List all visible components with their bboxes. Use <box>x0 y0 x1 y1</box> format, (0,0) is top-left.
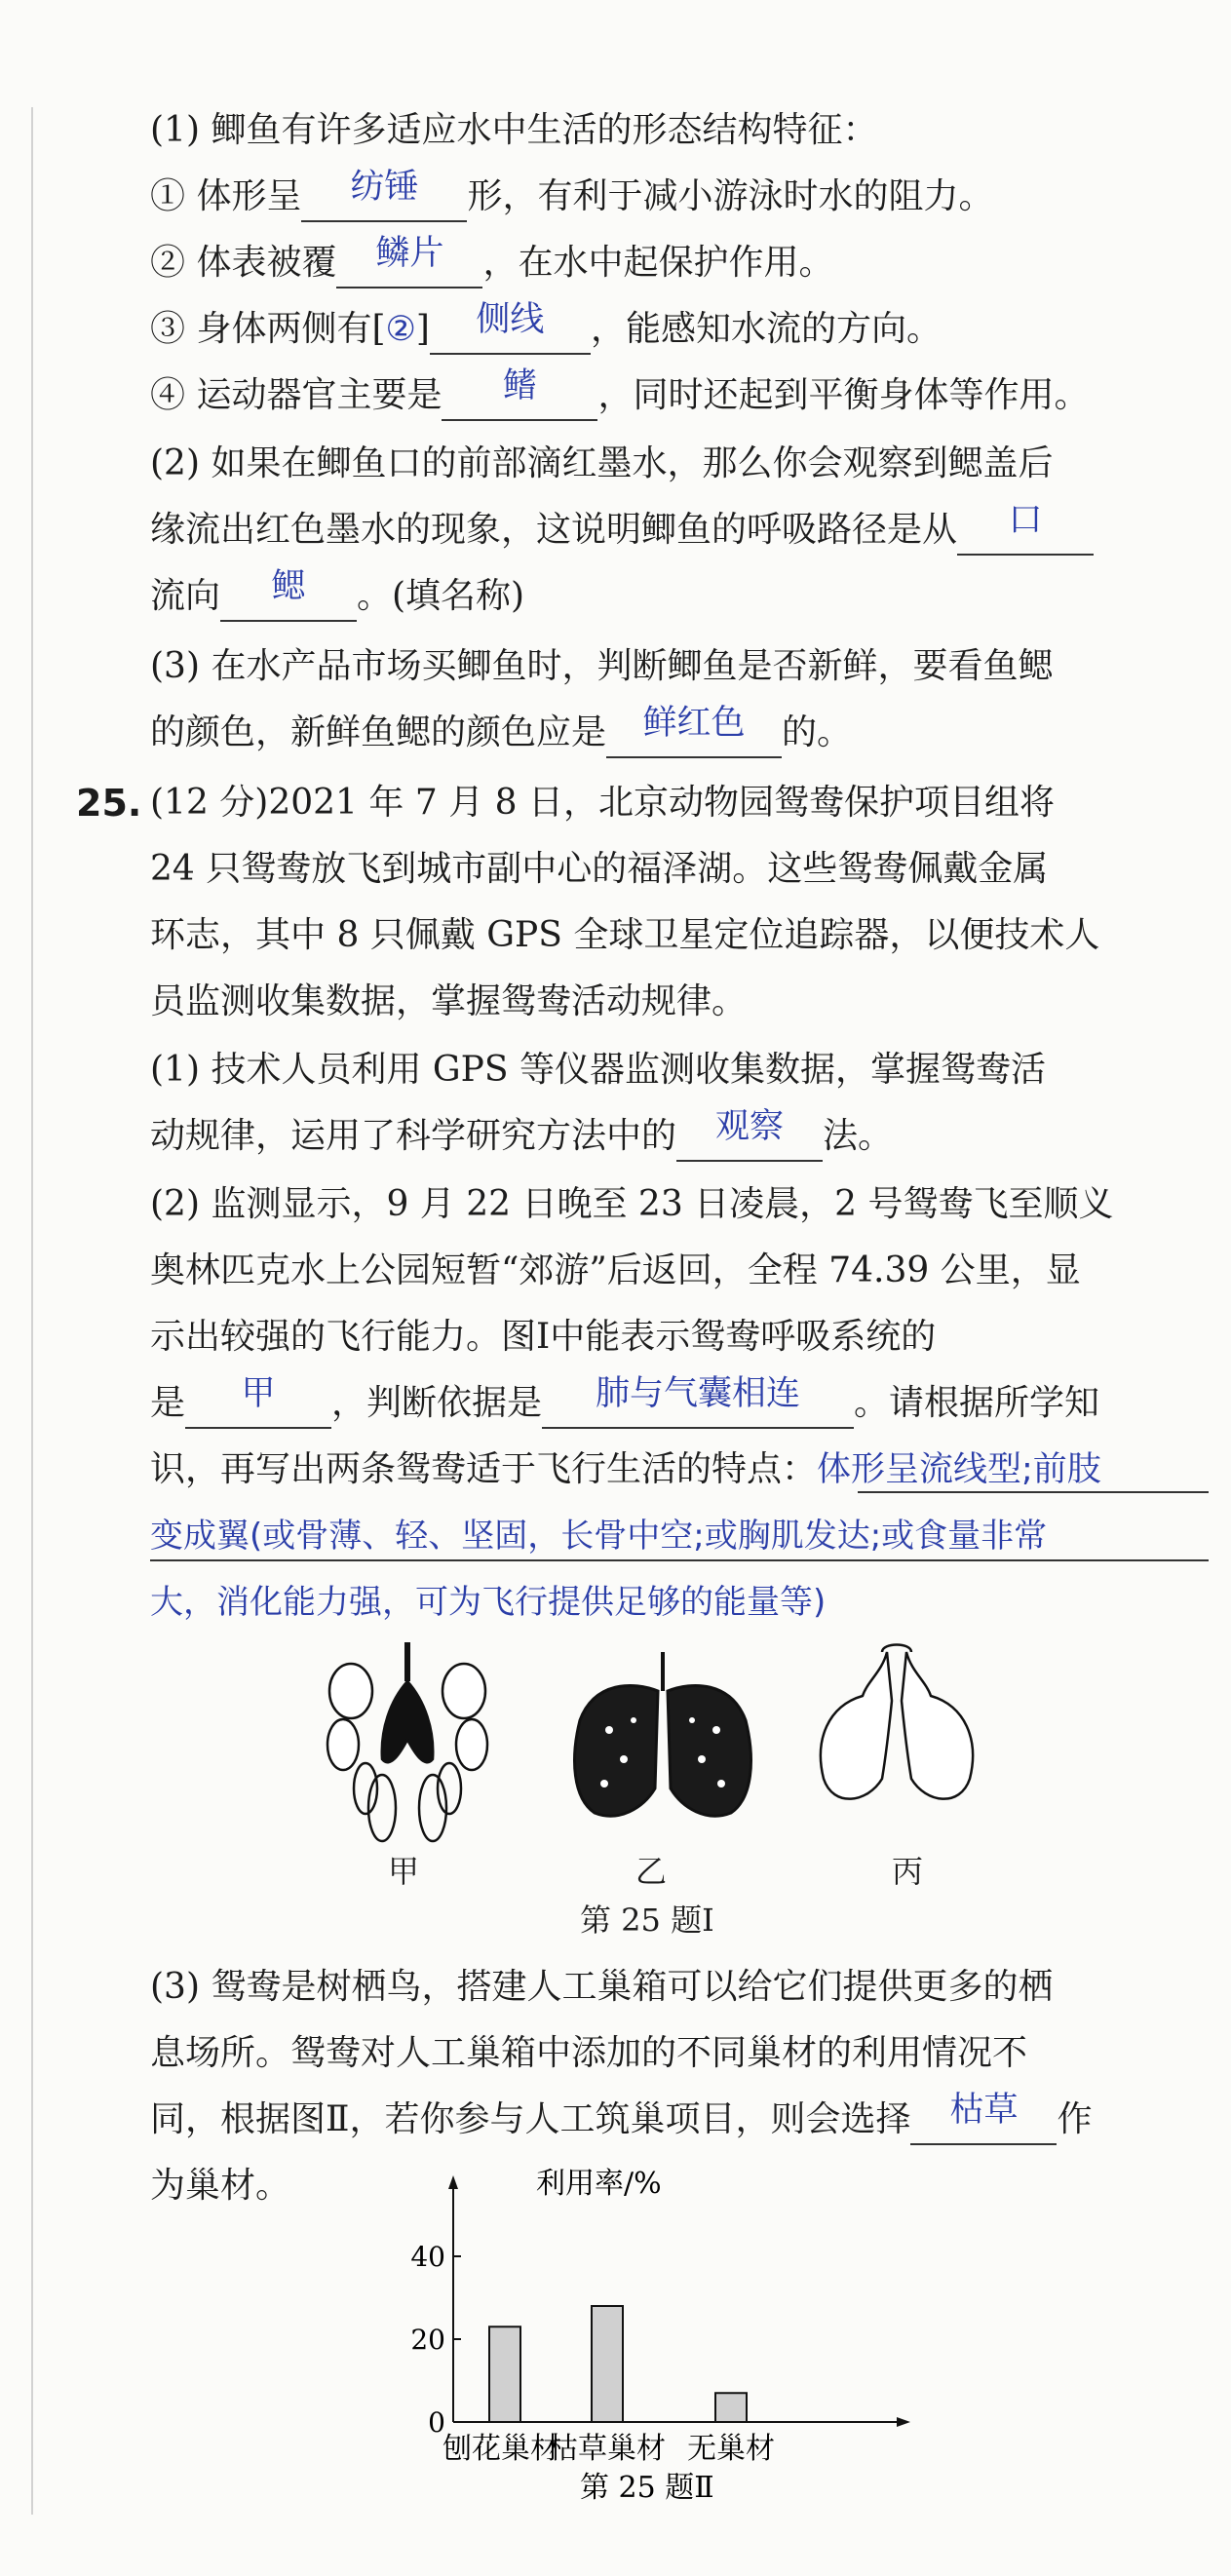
question-number: 25. <box>76 782 142 825</box>
answer-scales: 鳞片 <box>375 234 444 273</box>
q24-item2: ② 体表被覆 鳞片 ，在水中起保护作用。 <box>150 240 833 288</box>
q25-p2-line3: 示出较强的飞行能力。图Ⅰ中能表示鸳鸯呼吸系统的 <box>150 1317 937 1357</box>
figure-label-bing: 丙 <box>892 1853 924 1890</box>
y-tick-label: 20 <box>410 2324 445 2356</box>
nest-material-chart <box>390 2154 936 2505</box>
x-category-label: 无巢材 <box>687 2432 775 2466</box>
q24-p3-line1: (3) 在水产品市场买鲫鱼时，判断鲫鱼是否新鲜，要看鱼鳃 <box>150 646 1054 686</box>
answer-bright-red: 鲜红色 <box>642 704 746 743</box>
q24-p2-line2: 缘流出红色墨水的现象，这说明鲫鱼的呼吸路径是从 口 <box>150 507 1094 556</box>
answer-flight-traits-a: 体形呈流线型;前肢 <box>817 1450 1101 1489</box>
answer-underline-1 <box>858 1491 1209 1493</box>
q25-stem-line1: (12 分)2021 年 7 月 8 日，北京动物园鸳鸯保护项目组将 <box>150 783 1055 823</box>
y-tick-label: 40 <box>410 2241 445 2273</box>
answer-jia: 甲 <box>241 1374 276 1413</box>
q25-p2-line1: (2) 监测显示，9 月 22 日晚至 23 日凌晨，2 号鸳鸯飞至顺义 <box>150 1184 1114 1224</box>
y-tick-label: 0 <box>428 2406 445 2439</box>
q25-p2-line4: 是 甲 ，判断依据是 肺与气囊相连 。请根据所学知 <box>150 1380 1099 1429</box>
q25-p2-line2: 奥林匹克水上公园短暂“郊游”后返回，全程 74.39 公里，显 <box>150 1250 1081 1290</box>
mammal-lungs <box>575 1652 751 1816</box>
bar-3 <box>715 2393 747 2422</box>
q24-p2-line3: 流向 鳃 。(填名称) <box>150 573 524 622</box>
q25-stem-line2: 24 只鸳鸯放飞到城市副中心的福泽湖。这些鸳鸯佩戴金属 <box>150 849 1049 889</box>
q25-p3-line2: 息场所。鸳鸯对人工巢箱中添加的不同巢材的利用情况不 <box>150 2033 1028 2073</box>
q24-item1: ① 体形呈 纺锤 形，有利于减小游泳时水的阻力。 <box>150 173 993 222</box>
x-axis-arrow <box>897 2417 910 2427</box>
bar-1 <box>489 2326 520 2422</box>
answer-number: ② <box>385 310 416 349</box>
figure-label-jia: 甲 <box>388 1853 420 1890</box>
q25-p3-line3: 同，根据图Ⅱ，若你参与人工筑巢项目，则会选择 枯草 作 <box>150 2096 1093 2145</box>
y-axis-label: 利用率/% <box>536 2167 662 2201</box>
bar-2 <box>592 2306 623 2422</box>
answer-fusiform: 纺锤 <box>350 168 419 207</box>
answer-lung-air-sac: 肺与气囊相连 <box>596 1374 801 1413</box>
q24-item3: ③ 身体两侧有[②] 侧线 ，能感知水流的方向。 <box>150 306 942 355</box>
q24-p2-line1: (2) 如果在鲫鱼口的前部滴红墨水，那么你会观察到鳃盖后 <box>150 443 1054 483</box>
q25-p3-line4: 为巢材。 <box>150 2166 291 2206</box>
q24-p1-intro: (1) 鲫鱼有许多适应水中生活的形态结构特征： <box>150 110 878 150</box>
answer-observation: 观察 <box>715 1107 785 1146</box>
q25-stem-line4: 员监测收集数据，掌握鸳鸯活动规律。 <box>150 981 748 1021</box>
q25-p1-line1: (1) 技术人员利用 GPS 等仪器监测收集数据，掌握鸳鸯活 <box>150 1050 1046 1090</box>
q24-p3-line2: 的颜色，新鲜鱼鳃的颜色应是 鲜红色 的。 <box>150 710 852 758</box>
q25-p1-line2: 动规律，运用了科学研究方法中的 观察 法。 <box>150 1113 893 1162</box>
answer-underline-2 <box>150 1559 1209 1561</box>
margin-line <box>31 107 33 2515</box>
answer-gill: 鳃 <box>271 567 306 606</box>
respiratory-figure <box>322 1623 1004 1857</box>
bird-respiratory-system <box>327 1642 487 1841</box>
answer-dry-grass: 枯草 <box>949 2091 1019 2130</box>
answer-flight-traits-c: 大，消化能力强，可为飞行提供足够的能量等) <box>150 1583 827 1622</box>
figure1-caption: 第 25 题Ⅰ <box>580 1902 714 1939</box>
q24-item4: ④ 运动器官主要是 鳍 ，同时还起到平衡身体等作用。 <box>150 372 1089 421</box>
q25-p2-line5: 识，再写出两条鸳鸯适于飞行生活的特点：体形呈流线型;前肢 <box>150 1449 1101 1489</box>
q25-stem-line3: 环志，其中 8 只佩戴 GPS 全球卫星定位追踪器，以便技术人 <box>150 915 1100 955</box>
answer-flight-traits-b: 变成翼(或骨薄、轻、坚固，长骨中空;或胸肌发达;或食量非常 <box>150 1517 1048 1556</box>
answer-mouth: 口 <box>1008 501 1043 540</box>
q25-p3-line1: (3) 鸳鸯是树栖鸟，搭建人工巢箱可以给它们提供更多的栖 <box>150 1967 1054 2007</box>
x-category-label: 枯草巢材 <box>549 2432 666 2466</box>
figure-label-yi: 乙 <box>635 1853 668 1890</box>
x-category-label: 刨花巢材 <box>442 2432 559 2466</box>
answer-lateral-line: 侧线 <box>476 300 545 339</box>
y-axis-arrow <box>448 2175 458 2189</box>
amphibian-lungs <box>821 1645 973 1799</box>
answer-fin: 鳍 <box>502 366 537 405</box>
figure2-caption: 第 25 题Ⅱ <box>580 2471 714 2505</box>
